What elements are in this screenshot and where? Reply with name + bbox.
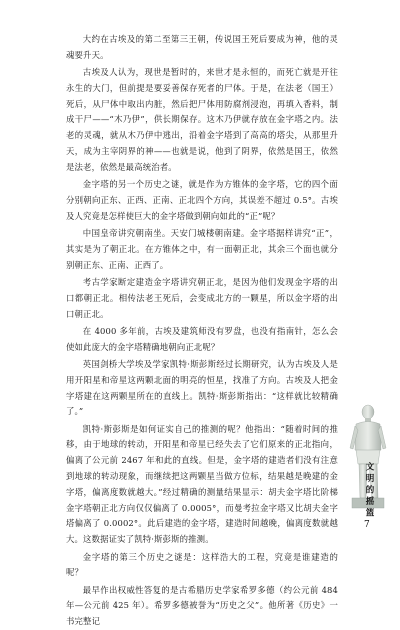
- paragraph-1: 大约在古埃及的第二至第三王朝，传说国王死后要成为神，他的灵魂要升天。: [66, 34, 338, 60]
- running-title: 文明的摇篮: [364, 462, 374, 520]
- page-number: 7: [364, 520, 370, 530]
- paragraph-2: 古埃及人认为，现世是暂时的，来世才是永恒的，而死亡就是开往永生的大门，但前提是要妥善保存死者的尸体。于是，在法老（国王）死后，从尸体中取出内脏，然后把尸体用防腐剂浸泡，再填入香料，制成干尸——“木乃伊”，供长期保存。这木乃伊就存放在金字塔之内。法老的灵魂，就从木乃伊中逃出，沿着金字塔到了高高的塔尖，从那里升天，成为主宰阴界的神——也就是说，他到了阴界，依然是国王，依然是法老，依然是最高统治者。: [66, 67, 338, 172]
- paragraph-8: 凯特·斯彭斯是如何证实自己的推测的呢？他指出：“随着时间的推移，由于地球的转动，开阳星和帝星已经失去了它们原来的正北指向，偏离了公元前 2467 年和此的直线。但是，金字塔的建造者们没有注意到地球的转动现象，而继续把这两颗星当做方位标，结果越是晚建的金字塔，偏离度数就越大。”经过精确的测量结果显示：胡夫金字塔比阶梯金字塔朝正北方向仅仅偏离了 0.0005°，而曼考拉金字塔又比胡夫金字塔偏离了 0.0002°。此后建造的金字塔，建造时间越晚，偏离度数就越大。这数据证实了凯特·斯彭斯的推测。: [66, 423, 338, 545]
- paragraph-4: 中国皇帝讲究朝南坐。天安门城楼朝南建。金字塔据样讲究“正”，其实是为了朝正北。在方锥体之中，有一面朝正北，其余三个面也就分别朝正东、正南、正西了。: [66, 228, 338, 270]
- paragraph-10: 最早作出权威性答复的是古希腊历史学家希罗多德（约公元前 484 年—公元前 425 年）。希罗多德被誉为“历史之父”。他所著《历史》一书完整记: [66, 584, 338, 627]
- text-column: [66, 32, 338, 630]
- paragraph-6: 在 4000 多年前，古埃及建筑师没有罗盘，也没有指南针，怎么会使如此庞大的金字塔精确地朝向正北呢？: [66, 325, 338, 352]
- paragraph-9: 金字塔的第三个历史之谜是：这样浩大的工程，究竟是谁建造的呢？: [66, 551, 338, 578]
- paragraph-5: 考古学家断定建造金字塔讲究朝正北，是因为他们发现金字塔的出口都朝正北。相传法老王死后，会变成北方的一颗星，所以金字塔的出口朝正北。: [66, 276, 338, 319]
- paragraph-3: 金字塔的另一个历史之谜，就是作为方锥体的金字塔，它的四个面分别朝向正东、正西、正南、正北四个方向，其误差不超过 0.5°。古埃及人究竟是怎样使巨大的金字塔做到朝向如此的“正”呢？: [66, 179, 338, 221]
- paragraph-7: 英国剑桥大学埃及学家凯特·斯彭斯经过长期研究，认为古埃及人是用开阳星和帝星这两颗北面的明亮的恒星，找准了方向。古埃及人把金字塔建在这两颗星所在的直线上。凯特·斯彭斯指出：“这样就比较精确了。”: [66, 358, 338, 417]
